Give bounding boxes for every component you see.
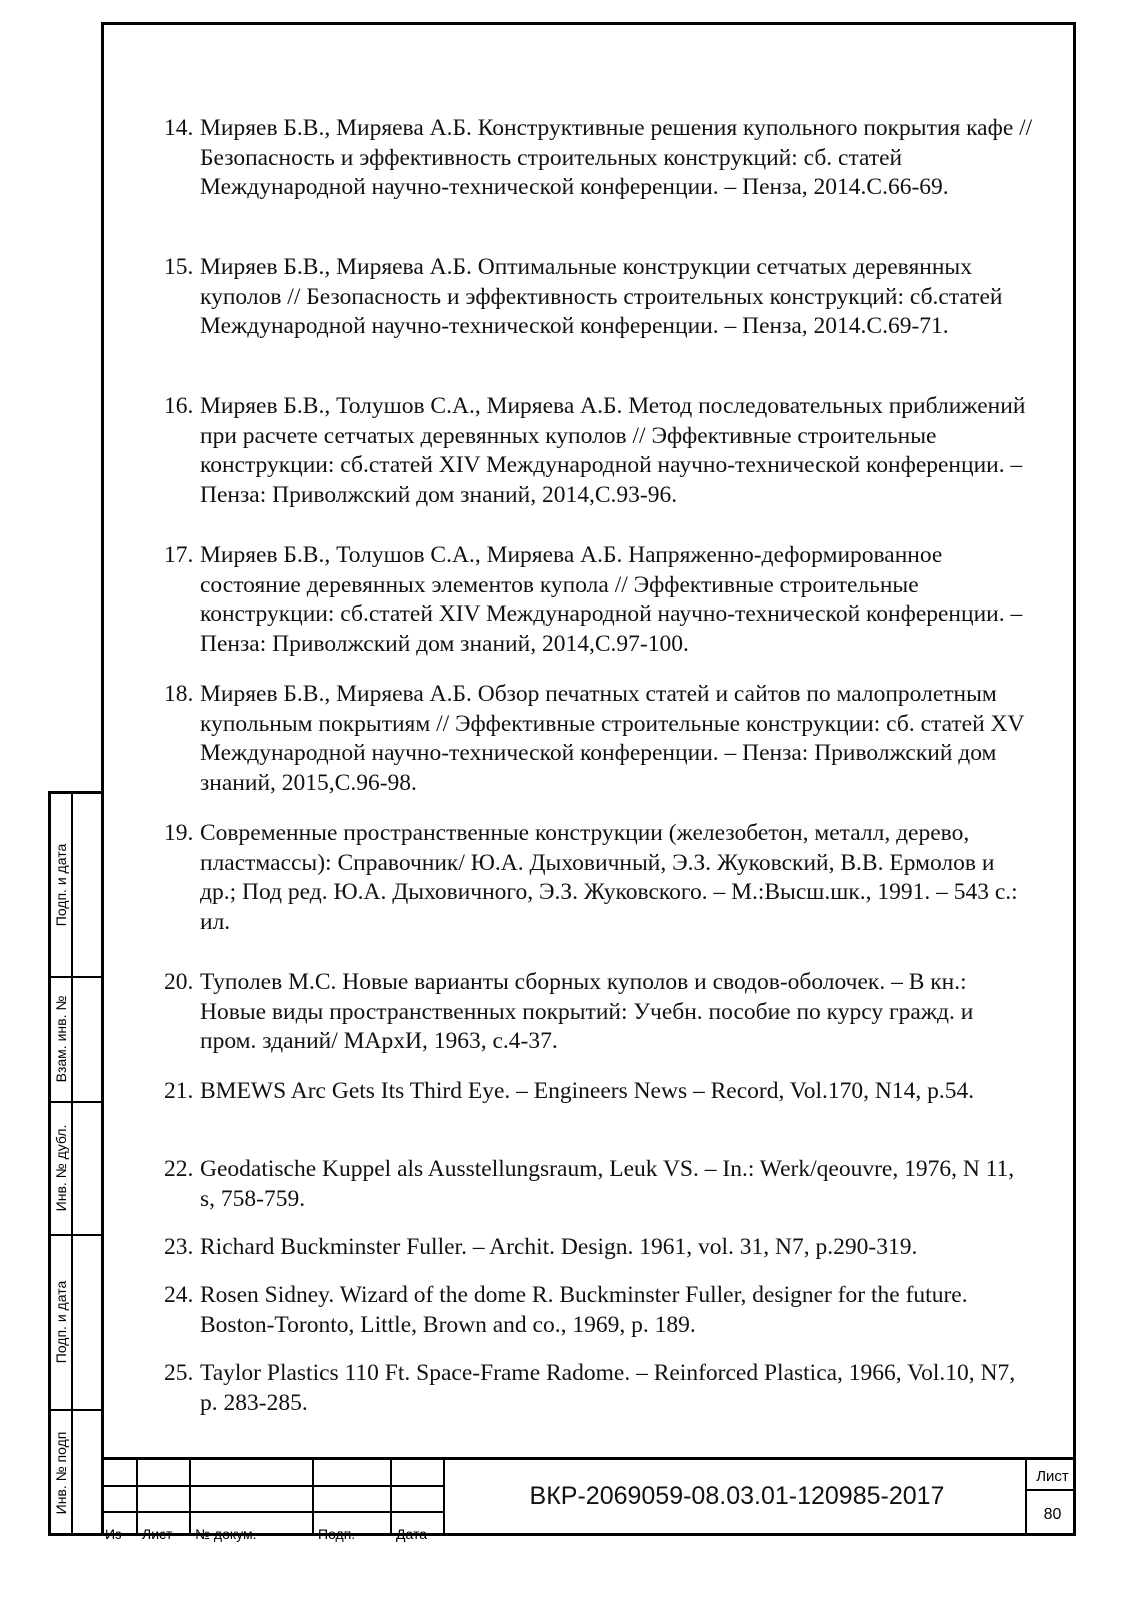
reference-text: Richard Buckminster Fuller. – Archit. Design. 1961, vol. 31, N7, p.290-319. xyxy=(200,1234,918,1260)
reference-number: 15. xyxy=(164,254,194,280)
column-label-signature: Подп. xyxy=(318,1526,356,1542)
reference-text: Миряев Б.В., Толушов С.А., Миряева А.Б. Напряженно-деформированное состояние деревянных элементов купола // Эффективные строительные конструкции: сб.статей XIV Международной научно-технической конференции. – Пенза: Приволжский дом знаний, 2014,С.97-100. xyxy=(200,542,1023,657)
column-label-date: Дата xyxy=(396,1526,428,1542)
title-block-divider xyxy=(101,1485,445,1487)
reference-number: 19. xyxy=(164,820,194,846)
title-block-divider xyxy=(136,1460,138,1536)
title-block-divider xyxy=(443,1460,445,1536)
reference-text: BMEWS Arc Gets Its Third Eye. – Engineers News – Record, Vol.170, N14, p.54. xyxy=(200,1078,975,1104)
column-label-sheet: Лист xyxy=(142,1526,173,1542)
list-item xyxy=(164,819,1034,937)
side-label-signature-date: Подп. и дата xyxy=(53,843,69,927)
reference-number: 16. xyxy=(164,393,194,419)
sheet-number: 80 xyxy=(1043,1506,1062,1523)
list-item xyxy=(164,1233,1034,1263)
list-item xyxy=(164,253,1034,342)
list-item xyxy=(164,541,1034,659)
reference-number: 23. xyxy=(164,1234,194,1260)
title-block-divider xyxy=(101,1511,445,1513)
column-label-document-number: № докум. xyxy=(195,1526,257,1542)
title-block-divider xyxy=(189,1460,191,1536)
list-item xyxy=(164,968,1034,1057)
list-item xyxy=(164,1077,1034,1107)
reference-number: 21. xyxy=(164,1078,194,1104)
reference-text: Миряев Б.В., Толушов С.А., Миряева А.Б. Метод последовательных приближений при расчете сетчатых деревянных куполов // Эффективные строительные конструкции: сб.статей XIV Международной научно-технической конференции. – Пенза: Приволжский дом знаний, 2014,С.93-96. xyxy=(200,393,1026,508)
reference-text: Geodatische Kuppel als Ausstellungsraum, Leuk VS. – In.: Werk/qeouvre, 1976, N 11, s, 758-759. xyxy=(200,1156,1015,1212)
side-stamp xyxy=(48,791,101,1536)
sheet-label: Лист xyxy=(1036,1468,1069,1485)
side-label-replacement-inv: Взам. инв. № xyxy=(53,995,69,1083)
list-item xyxy=(164,1281,1034,1340)
side-label-duplicate-inv: Инв. № дубл. xyxy=(53,1124,69,1212)
list-item xyxy=(164,1359,1034,1418)
reference-text: Современные пространственные конструкции (железобетон, металл, дерево, пластмассы): Справочник/ Ю.А. Дыховичный, Э.З. Жуковский, В.В. Ермолов и др.; Под ред. Ю.А. Дыховичного, Э.З. Жуковского. – М.:Высш.шк., 1991. – 543 с.: ил. xyxy=(200,820,1018,935)
reference-number: 14. xyxy=(164,115,194,141)
title-block xyxy=(101,1457,1076,1542)
column-label-change: Из xyxy=(105,1526,122,1542)
reference-number: 18. xyxy=(164,681,194,707)
reference-number: 24. xyxy=(164,1282,194,1308)
list-item xyxy=(164,1155,1034,1214)
reference-number: 17. xyxy=(164,542,194,568)
title-block-divider xyxy=(312,1460,314,1536)
list-item xyxy=(164,680,1034,798)
reference-text: Taylor Plastics 110 Ft. Space-Frame Radome. – Reinforced Plastica, 1966, Vol.10, N7, p. 283-285. xyxy=(200,1360,1016,1416)
reference-text: Миряев Б.В., Миряева А.Б. Конструктивные решения купольного покрытия кафе // Безопасность и эффективность строительных конструкций: сб. статей Международной научно-технической конференции. – Пенза, 2014.С.66-69. xyxy=(200,115,1033,200)
reference-text: Туполев М.С. Новые варианты сборных куполов и сводов-оболочек. – В кн.: Новые виды пространственных покрытий: Учебн. пособие по курсу гражд. и пром. зданий/ МАрхИ, 1963, с.4-37. xyxy=(200,969,974,1054)
document-code: ВКР-2069059-08.03.01-120985-2017 xyxy=(529,1482,945,1510)
reference-number: 20. xyxy=(164,969,194,995)
side-label-signature-date-2: Подп. и дата xyxy=(53,1280,69,1364)
reference-text: Rosen Sidney. Wizard of the dome R. Buckminster Fuller, designer for the future. Boston-Toronto, Little, Brown and co., 1969, p. 189. xyxy=(200,1282,968,1338)
reference-number: 22. xyxy=(164,1156,194,1182)
list-item xyxy=(164,392,1034,510)
reference-text: Миряев Б.В., Миряева А.Б. Оптимальные конструкции сетчатых деревянных куполов // Безопасность и эффективность строительных конструкций: сб.статей Международной научно-технической конференции. – Пенза, 2014.С.69-71. xyxy=(200,254,1003,339)
side-label-original-inv: Инв. № подп xyxy=(53,1431,69,1515)
list-item xyxy=(164,114,1034,203)
reference-text: Миряев Б.В., Миряева А.Б. Обзор печатных статей и сайтов по малопролетным купольным покрытиям // Эффективные строительные конструкции: сб. статей XV Международной научно-технической конференции. – Пенза: Приволжский дом знаний, 2015,С.96-98. xyxy=(200,681,1025,796)
title-block-divider xyxy=(1025,1489,1076,1491)
side-stamp-divider xyxy=(71,794,73,1533)
reference-number: 25. xyxy=(164,1360,194,1386)
title-block-divider xyxy=(390,1460,392,1536)
